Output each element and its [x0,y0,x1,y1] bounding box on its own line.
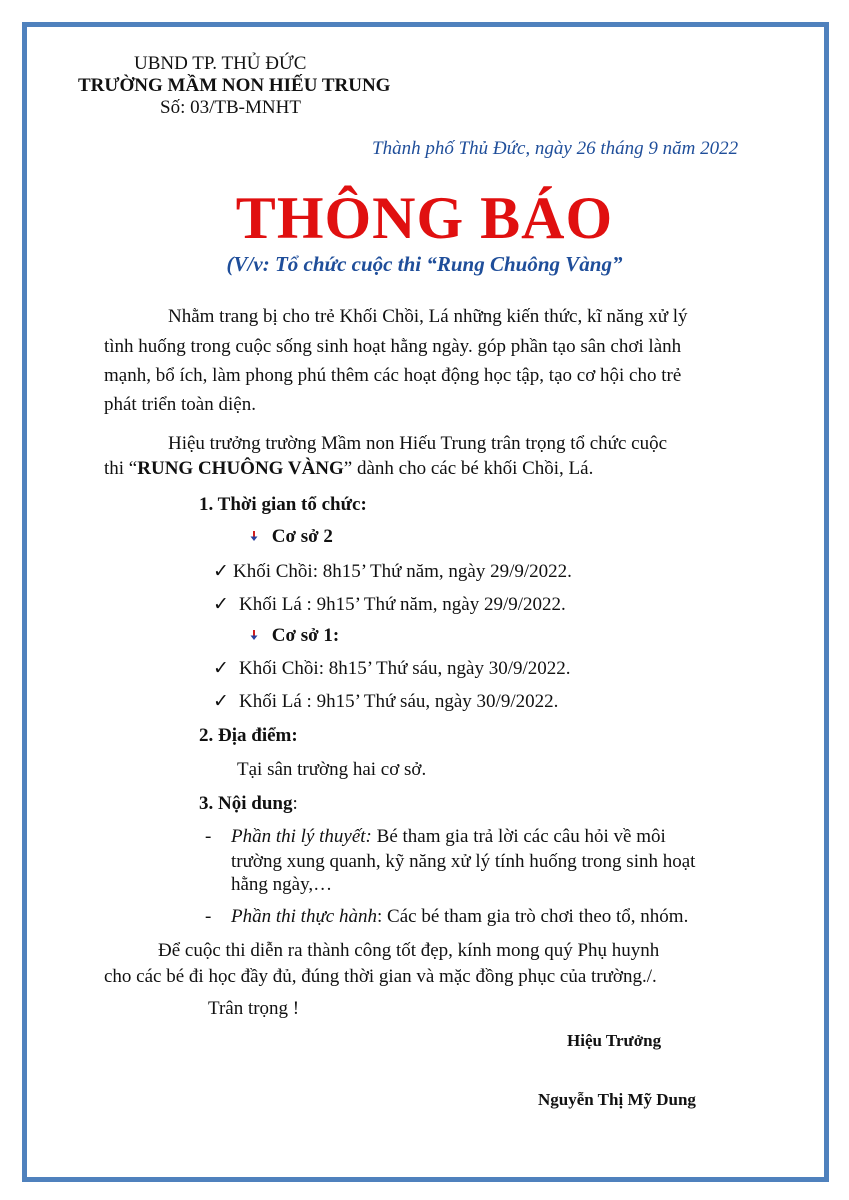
check-icon: ✓ [213,561,229,582]
campus-1-heading: Cơ sở 1: [247,624,339,648]
dash-icon: - [205,826,212,847]
intro-line-4: phát triển toàn diện. [104,394,256,415]
content-item-1-line-2: trường xung quanh, kỹ năng xử lý tính huống trong sinh hoạt [231,851,696,872]
date-line: Thành phố Thủ Đức, ngày 26 tháng 9 năm 2022 [372,138,739,159]
check-icon: ✓ [213,594,229,615]
intro-line-1: Nhằm trang bị cho trẻ Khối Chồi, Lá những kiến thức, kĩ năng xử lý [168,306,688,327]
announce-line-1: Hiệu trưởng trường Mầm non Hiếu Trung trân trọng tổ chức cuộc [168,433,668,454]
document-number: Số: 03/TB-MNHT [160,97,301,118]
closing-line-1: Để cuộc thi diễn ra thành công tốt đẹp, kính mong quý Phụ huynh [158,940,660,961]
campus-2-item-1: ✓ Khối Chồi: 8h15’ Thứ năm, ngày 29/9/2022. [213,561,572,582]
closing-line-2: cho các bé đi học đầy đủ, đúng thời gian và mặc đồng phục của trường./. [104,966,657,987]
content-item-1-line-3: hằng ngày,… [231,874,333,895]
page-title: THÔNG BÁO [235,185,614,251]
authority-name: UBND TP. THỦ ĐỨC [134,53,307,74]
check-icon: ✓ [213,658,229,679]
section-1-heading: 1. Thời gian tổ chức: [199,494,367,515]
signature-name: Nguyễn Thị Mỹ Dung [538,1090,696,1109]
arrow-bullet-icon [247,628,261,642]
section-3-heading: 3. Nội dung: [199,793,298,814]
content-item-2: Phần thi thực hành: Các bé tham gia trò chơi theo tổ, nhóm. [231,906,689,927]
school-name: TRƯỜNG MẦM NON HIẾU TRUNG [78,75,391,96]
signature-role: Hiệu Trưởng [567,1031,662,1050]
regards: Trân trọng ! [208,998,300,1019]
event-name: RUNG CHUÔNG VÀNG [137,458,344,479]
page-subtitle: (V/v: Tổ chức cuộc thi “Rung Chuông Vàng” [226,252,623,276]
section-2-heading: 2. Địa điểm: [199,725,298,746]
intro-line-2: tình huống trong cuộc sống sinh hoạt hằng ngày. góp phần tạo sân chơi lành [104,336,682,357]
dash-icon: - [205,906,212,927]
check-icon: ✓ [213,691,229,712]
arrow-bullet-icon [247,529,261,543]
campus-1-item-2: ✓ Khối Lá : 9h15’ Thứ sáu, ngày 30/9/2022. [213,691,559,712]
announce-line-2: thi “RUNG CHUÔNG VÀNG” dành cho các bé khối Chồi, Lá. [104,458,594,479]
intro-line-3: mạnh, bổ ích, làm phong phú thêm các hoạt động học tập, tạo cơ hội cho trẻ [104,365,682,386]
location-text: Tại sân trường hai cơ sở. [237,759,427,780]
campus-2-item-2: ✓ Khối Lá : 9h15’ Thứ năm, ngày 29/9/2022. [213,594,566,615]
campus-2-heading: Cơ sở 2 [247,525,333,549]
content-item-1-line-1: Phần thi lý thuyết: Bé tham gia trả lời các câu hỏi về môi [231,826,666,847]
campus-1-item-1: ✓ Khối Chồi: 8h15’ Thứ sáu, ngày 30/9/2022. [213,658,571,679]
